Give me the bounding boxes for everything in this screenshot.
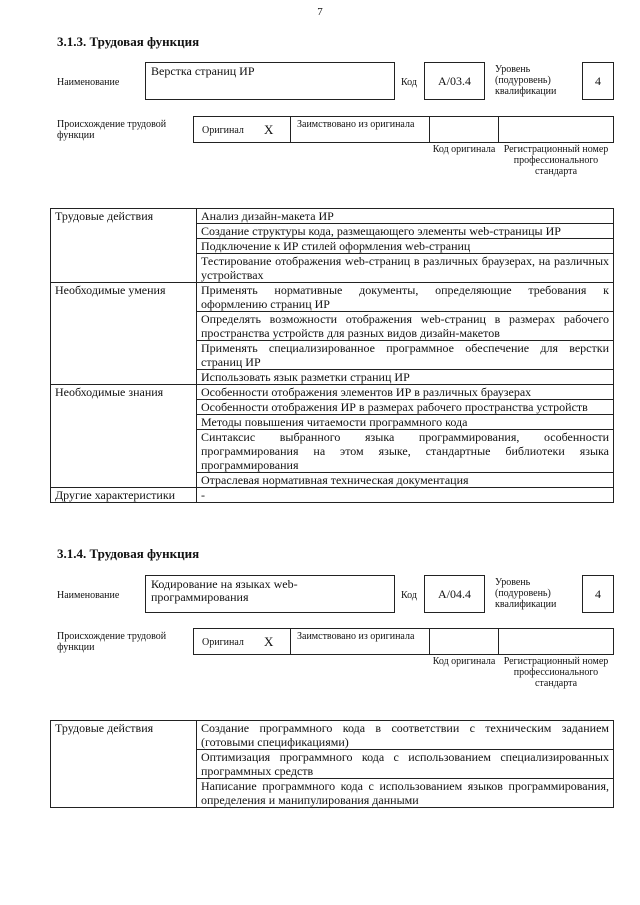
code-original-cell bbox=[429, 628, 499, 655]
code-label: Код bbox=[401, 77, 417, 88]
original-mark: X bbox=[264, 634, 274, 649]
section-title: 3.1.4. Трудовая функция bbox=[57, 546, 200, 561]
reg-number-cell bbox=[498, 628, 614, 655]
labor-actions-label: Трудовые действия bbox=[51, 209, 197, 283]
labor-actions-label: Трудовые действия bbox=[51, 721, 197, 808]
knowledge-item: Отраслевая нормативная техническая документация bbox=[197, 473, 614, 488]
original-mark: X bbox=[264, 122, 274, 137]
labor-action-item: Создание структуры кода, размещающего элементы web-страницы ИР bbox=[197, 224, 614, 239]
original-label: Оригинал bbox=[202, 125, 244, 136]
code-label: Код bbox=[401, 590, 417, 601]
skill-item: Определять возможности отображения web-страниц в размерах рабочего пространства устройств для разных видов дизайн-макетов bbox=[197, 312, 614, 341]
code-original-label: Код оригинала bbox=[432, 144, 496, 155]
origin-label: Происхождение трудовой функции bbox=[57, 119, 167, 141]
original-cell bbox=[193, 116, 291, 143]
knowledge-label: Необходимые знания bbox=[51, 385, 197, 488]
function-table bbox=[50, 720, 614, 808]
knowledge-item: Особенности отображения элементов ИР в различных браузерах bbox=[197, 385, 614, 400]
reg-number-label: Регистрационный номер профессионального стандарта bbox=[503, 656, 609, 689]
knowledge-item: Особенности отображения ИР в размерах рабочего пространства устройств bbox=[197, 400, 614, 415]
labor-action-item: Анализ дизайн-макета ИР bbox=[197, 209, 614, 224]
original-label: Оригинал bbox=[202, 637, 244, 648]
page-number: 7 bbox=[317, 6, 323, 18]
name-label: Наименование bbox=[57, 77, 120, 88]
labor-action-item: Создание программного кода в соответствии с техническим заданием (готовыми спецификациями) bbox=[197, 721, 614, 750]
borrowed-label: Заимствовано из оригинала bbox=[297, 631, 415, 642]
level-label: Уровень (подуровень) квалификации bbox=[495, 64, 557, 97]
section-title: 3.1.3. Трудовая функция bbox=[57, 34, 200, 49]
origin-label: Происхождение трудовой функции bbox=[57, 631, 167, 653]
function-code-box: A/04.4 bbox=[424, 575, 485, 613]
skill-item: Применять специализированное программное обеспечение для верстки страниц ИР bbox=[197, 341, 614, 370]
skill-item: Использовать язык разметки страниц ИР bbox=[197, 370, 614, 385]
skills-label: Необходимые умения bbox=[51, 283, 197, 385]
borrowed-cell bbox=[290, 116, 430, 143]
labor-action-item: Тестирование отображения web-страниц в различных браузерах, на различных устройствах bbox=[197, 254, 614, 283]
reg-number-cell bbox=[498, 116, 614, 143]
other-label: Другие характеристики bbox=[51, 488, 197, 503]
labor-action-item: Написание программного кода с использованием языков программирования, определения и манипулирования данными bbox=[197, 779, 614, 808]
function-name-box: Верстка страниц ИР bbox=[145, 62, 395, 100]
level-box: 4 bbox=[582, 62, 614, 100]
name-label: Наименование bbox=[57, 590, 120, 601]
knowledge-item: Методы повышения читаемости программного кода bbox=[197, 415, 614, 430]
level-label: Уровень (подуровень) квалификации bbox=[495, 577, 557, 610]
original-cell bbox=[193, 628, 291, 655]
borrowed-label: Заимствовано из оригинала bbox=[297, 119, 415, 130]
labor-action-item: Подключение к ИР стилей оформления web-страниц bbox=[197, 239, 614, 254]
knowledge-item: Синтаксис выбранного языка программирования, особенности программирования на этом языке, стандартные библиотеки языка программирования bbox=[197, 430, 614, 473]
skill-item: Применять нормативные документы, определяющие требования к оформлению страниц ИР bbox=[197, 283, 614, 312]
reg-number-label: Регистрационный номер профессионального стандарта bbox=[503, 144, 609, 177]
labor-action-item: Оптимизация программного кода с использованием специализированных программных средств bbox=[197, 750, 614, 779]
function-code-box: A/03.4 bbox=[424, 62, 485, 100]
code-original-label: Код оригинала bbox=[432, 656, 496, 667]
other-value: - bbox=[197, 488, 614, 503]
code-original-cell bbox=[429, 116, 499, 143]
function-name-box: Кодирование на языках web-программирования bbox=[145, 575, 395, 613]
borrowed-cell bbox=[290, 628, 430, 655]
level-box: 4 bbox=[582, 575, 614, 613]
function-table bbox=[50, 208, 614, 503]
